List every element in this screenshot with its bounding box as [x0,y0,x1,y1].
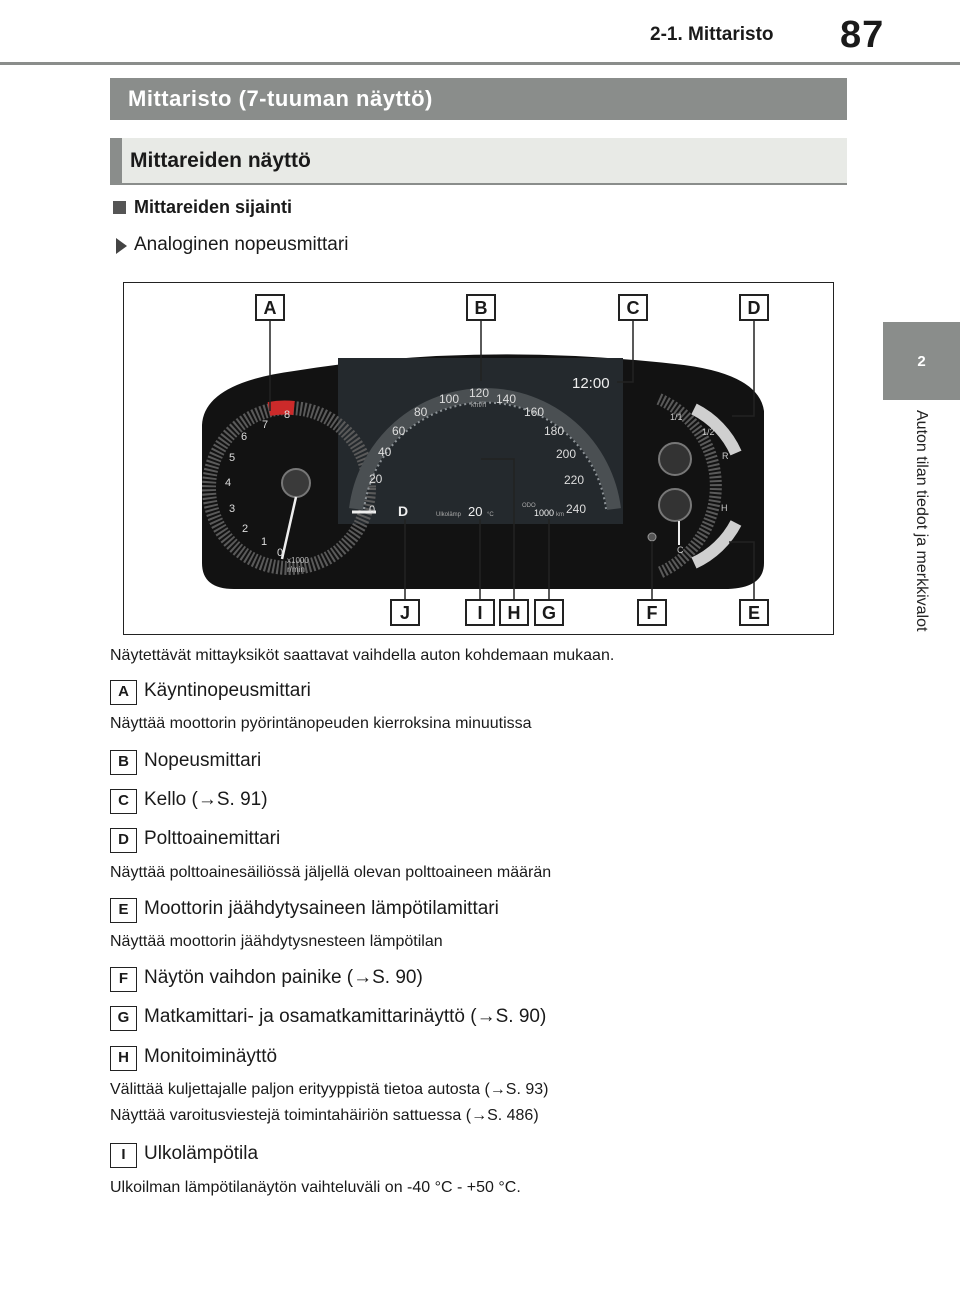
instrument-cluster-figure [123,282,834,635]
square-bullet-icon [113,201,126,214]
callout-f: F [637,599,667,626]
temp-hot-label: H [721,503,728,513]
outside-temp-value: 20 [468,504,483,519]
item-title: Nopeusmittari [144,750,262,771]
item-letter: E [110,898,137,923]
callout-a: A [255,294,285,321]
speed-tick: 0 [369,504,376,516]
item-title: Polttoainemittari [144,828,281,849]
callout-d: D [739,294,769,321]
clock-display: 12:00 [572,375,610,392]
tach-unit: r/min [287,565,305,574]
tach-tick: 4 [225,477,232,489]
sub-banner: Mittareiden näyttö [110,138,847,185]
section-header: 2-1. Mittaristo [650,24,774,45]
page-number: 87 [840,14,885,56]
tach-unit: x1000 [287,556,309,565]
chapter-tab: 2 [883,322,960,400]
speed-tick: 120 [469,386,490,400]
callout-e: E [739,599,769,626]
speed-tick: 240 [566,502,587,516]
callout-h: H [499,599,529,626]
triangle-bullet-icon [116,238,127,254]
speed-tick: 160 [524,405,545,419]
speed-tick: 100 [439,392,460,406]
callout-g: G [534,599,564,626]
item-title: Moottorin jäähdytysaineen lämpötilamittari [144,898,499,919]
odo-label: ODO [522,503,536,509]
odo-unit: km [556,512,564,518]
tachometer-redzone [269,407,294,409]
chapter-title: Auton tilan tiedot ja merkkivalot [912,410,930,632]
item-title: Ulkolämpötila [144,1143,259,1164]
speed-tick: 40 [378,445,392,459]
gear-indicator: D [398,503,409,519]
item-title: Käyntinopeusmittari [144,680,311,701]
speed-tick: 60 [392,424,406,438]
tachometer-hub [282,469,310,497]
speed-tick: 20 [369,472,383,486]
tach-tick: 7 [262,419,269,431]
speed-tick: 200 [556,447,577,461]
speed-tick: 180 [544,424,565,438]
item-letter: F [110,967,137,992]
temp-cold-label: C [677,545,684,555]
item-letter: H [110,1046,137,1071]
speed-unit: km/h [471,402,487,409]
fuel-full-label: 1/1 [670,412,683,422]
item-description: Näyttää polttoainesäiliössä jäljellä olevan polttoaineen määrän [110,864,552,881]
units-note: Näytettävät mittayksiköt saattavat vaihdella auton kohdemaan mukaan. [110,647,615,664]
speed-tick: 80 [414,405,428,419]
callout-j: J [390,599,420,626]
outside-temp-label: Ulkolämp [436,512,462,518]
tach-tick: 5 [229,452,236,464]
item-letter: I [110,1143,137,1168]
item-letter: D [110,828,137,853]
callout-i: I [465,599,495,626]
header-rule [0,62,960,65]
item-title: Matkamittari- ja osamatkamittarinäyttö (→S. 90) [144,1006,547,1027]
item-title: Näytön vaihdon painike (→S. 90) [144,967,423,988]
item-letter: B [110,750,137,775]
display-change-button [648,533,656,541]
speed-tick: 220 [564,473,585,487]
tach-tick: 6 [241,431,248,443]
tach-tick: 0 [277,547,284,559]
tach-tick: 3 [229,503,236,515]
item-description: Näyttää moottorin jäähdytysnesteen lämpötilan [110,933,443,950]
tach-tick: 1 [261,536,268,548]
fuel-half-label: 1/2 [702,427,715,437]
speed-tick: 140 [496,392,517,406]
item-title: Monitoiminäyttö [144,1046,278,1067]
callout-b: B [466,294,496,321]
fuel-gauge-hub [659,443,691,475]
item-title: Kello (→S. 91) [144,789,268,810]
subheading: Mittareiden sijainti [134,197,293,217]
variant-heading: Analoginen nopeusmittari [134,234,349,255]
item-description: Välittää kuljettajalle paljon erityyppistä tietoa autosta (→S. 93) [110,1081,549,1098]
item-letter: G [110,1006,137,1031]
tach-tick: 2 [242,523,249,535]
outside-temp-unit: °C [487,512,494,518]
fuel-reserve-label: R [722,451,729,461]
temp-gauge-hub [659,489,691,521]
item-description: Näyttää moottorin pyörintänopeuden kierroksina minuutissa [110,715,532,732]
chapter-side-label [883,400,960,700]
item-description: Näyttää varoitusviestejä toimintahäiriön sattuessa (→S. 486) [110,1107,539,1124]
odo-value: 1000 [534,508,555,518]
cluster-illustration [124,283,835,636]
item-letter: A [110,680,137,705]
item-description: Ulkoilman lämpötilanäytön vaihteluväli on -40 °C - +50 °C. [110,1179,521,1196]
item-letter: C [110,789,137,814]
tach-tick: 8 [284,409,291,421]
main-banner: Mittaristo (7-tuuman näyttö) [110,78,847,120]
callout-c: C [618,294,648,321]
